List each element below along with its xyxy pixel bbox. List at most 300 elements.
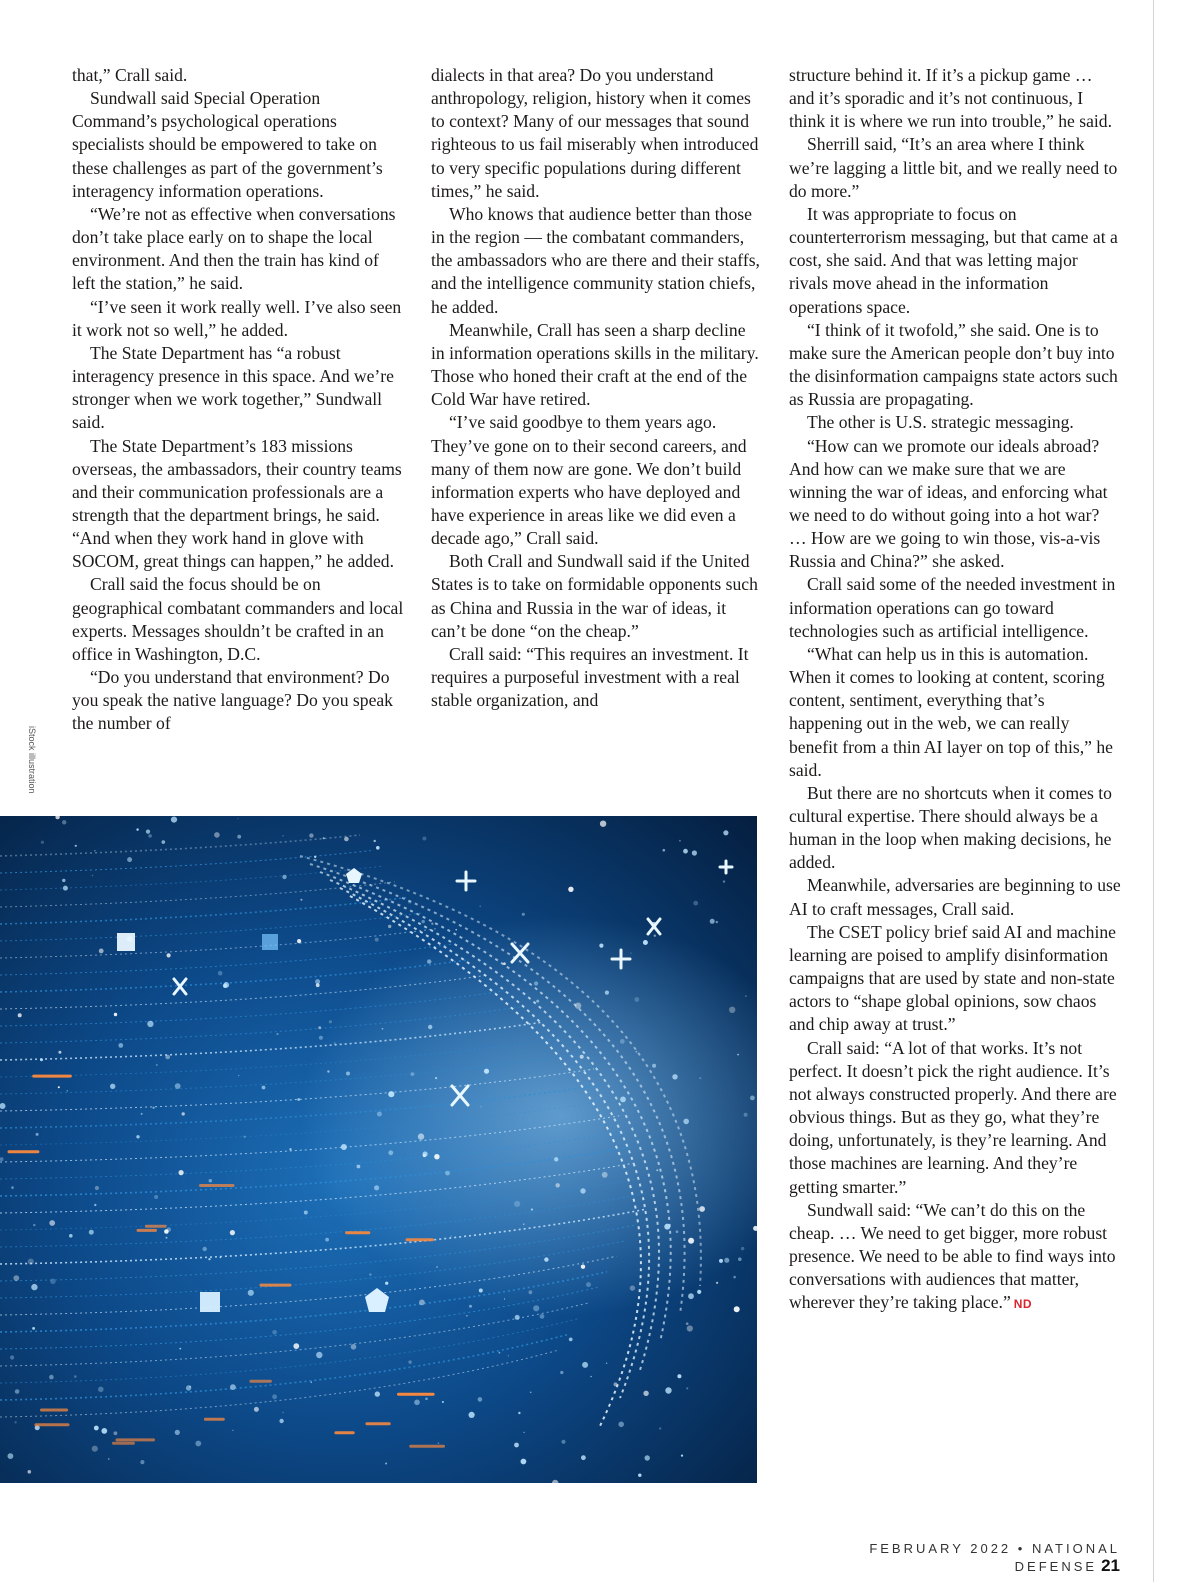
paragraph: “I’ve seen it work really well. I’ve also seen it work not so well,” he added. [72,296,402,340]
paragraph: Crall said: “This requires an investment. It requires a purposeful investment with a real stable organization, and [431,643,749,711]
light-dot [374,1185,379,1190]
light-dot [422,837,426,841]
light-dot [75,845,77,847]
light-dot [230,1230,235,1235]
light-dot [74,1375,77,1378]
light-dot [620,1039,625,1044]
light-dot [15,1389,20,1394]
light-dot [341,1144,347,1150]
light-dot [423,1151,428,1156]
light-dot [99,949,104,954]
light-dot [515,1315,520,1320]
light-dot [248,1290,254,1296]
light-dot [238,1075,239,1076]
light-dot [49,1220,55,1226]
light-dot [518,1412,520,1414]
light-dot [436,1266,438,1268]
light-dot [745,995,746,996]
light-dot [67,1090,69,1092]
light-dot [634,997,639,1002]
paragraph-final-text: Sundwall said: “We can’t do this on the cheap. … We need to get bigger, more robust presence. We need to be able to find ways into conversations with audiences that matter, wherever they’re taking place.” [789,1199,1116,1313]
light-dot [388,925,391,928]
light-dot [230,1384,236,1390]
light-dot [683,849,688,854]
light-dot [737,1054,739,1056]
light-dot [599,944,603,948]
paragraph: Crall said some of the needed investment in information operations can go toward technologies such as artificial intelligence. [789,574,1116,641]
light-dot [89,1230,94,1235]
light-dot [175,1083,181,1089]
light-dot [569,1338,573,1342]
light-dot [428,1025,432,1029]
light-dot [165,1055,170,1060]
light-dot [431,923,433,925]
light-dot [679,840,681,842]
light-dot [716,1282,718,1284]
light-dot [344,837,349,842]
orange-dash [334,1431,354,1434]
light-dot [300,899,302,901]
paragraph: Crall said the focus should be on geographical combatant commanders and local experts. Messages shouldn’t be crafted in an office in Washington, D.C. [72,574,404,664]
light-dot [297,939,301,943]
light-dot [351,1344,357,1350]
paragraph: Sundwall said Special Operation Command’s psychological operations specialists should be empowered to take on these challenges as part of the government’s interagency information operations. [72,88,383,201]
orange-dash [365,1422,390,1425]
light-dot [686,1322,689,1325]
light-dot [58,1086,60,1088]
paragraph: Sherrill said, “It’s an area where I think we’re lagging a little bit, and we really need to do more.” [789,134,1118,201]
light-dot [369,1273,371,1275]
light-dot [323,837,325,839]
light-dot [167,953,171,957]
orange-dash [145,1225,167,1228]
light-dot [716,921,718,923]
paragraph: Both Crall and Sundwall said if the United States is to take on formidable opponents such as China and Russia in the war of ideas, it can’t be done “on the cheap.” [431,551,758,641]
issue-label: FEBRUARY 2022 • NATIONAL DEFENSE [869,1541,1120,1574]
paragraph: “What can help us in this is automation. When it comes to looking at content, scoring content, sentiment, everything that’s happening out in the web, we can really benefit from a thin AI layer on top of this,” he said. [789,643,1113,780]
light-dot [41,841,44,844]
light-dot [62,879,65,882]
light-dot [724,1258,729,1263]
light-dot [618,1422,624,1428]
photo-credit: iStock illustration [27,726,37,794]
light-dot [531,1208,533,1210]
light-dot [189,1386,191,1388]
light-dot [63,886,68,891]
light-dot [110,1084,115,1089]
end-mark-logo: ND [1013,1297,1033,1312]
light-dot [376,846,380,850]
light-dot [688,1293,694,1299]
light-dot [699,1206,705,1212]
light-dot [638,1474,641,1477]
light-dot [182,1112,185,1115]
orange-dash [260,1284,292,1287]
light-dot [141,1113,143,1115]
light-dot [28,1259,34,1265]
orange-dash [32,1075,72,1078]
light-dot [663,849,666,852]
paragraph: that,” Crall said. [72,65,188,85]
light-dot [744,1113,748,1117]
light-dot [297,1098,300,1101]
light-dot [346,1072,350,1076]
light-dot [293,1343,299,1349]
page-edge-line [1153,0,1154,1582]
light-dot [385,1282,388,1285]
light-dot [279,1419,283,1423]
light-dot [411,1072,415,1076]
paragraph: Crall said: “A lot of that works. It’s not perfect. It doesn’t pick the right audience. It’s not always constructed properly. And there are obvious things. But as they go, what they’re doing, unfortunately, is they’re learning. And those machines are learning. And they’re getting smarter.” [789,1037,1117,1197]
light-dot [329,1020,332,1023]
light-dot [140,1460,144,1464]
light-dot [750,1096,755,1101]
light-dot [521,1459,527,1465]
light-dot [195,1441,201,1447]
paragraph: “Do you understand that environment? Do you speak the native language? Do you speak the number of [72,667,393,734]
light-dot [94,850,95,851]
light-dot [276,1033,278,1035]
light-dot [581,1265,585,1269]
light-dot [314,856,316,858]
digital-globe-illustration [0,816,757,1483]
light-dot [656,1169,658,1171]
light-dot [414,1400,420,1406]
light-dot [582,1362,588,1368]
light-dot [514,1443,519,1448]
light-dot [434,1154,439,1159]
light-dot [237,835,241,839]
light-dot [435,1077,437,1079]
orange-dash [116,1438,156,1441]
light-dot [484,1069,489,1074]
light-dot [31,1284,37,1290]
light-dot [729,1007,735,1013]
light-dot [450,1236,451,1237]
light-dot [114,1431,118,1435]
light-dot [114,1013,117,1016]
light-dot [282,1412,284,1414]
light-dot [534,981,538,985]
orange-dash [204,1418,225,1421]
light-dot [681,1455,683,1457]
orange-dash [397,1393,435,1396]
orange-dash [34,1423,69,1426]
light-dot [602,1172,608,1178]
light-dot [262,1086,266,1090]
light-dot [687,1325,693,1331]
light-dot [147,1021,153,1027]
light-dot [214,832,220,838]
light-dot [630,1285,635,1290]
light-dot [455,929,457,931]
light-dot [556,1183,560,1187]
light-dot [272,1394,277,1399]
light-dot [58,1051,61,1054]
light-dot [568,887,573,892]
light-dot [357,1165,361,1169]
light-dot [688,1238,694,1244]
orange-dash [249,1380,272,1383]
light-dot [469,1412,475,1418]
light-dot [408,900,412,904]
page-number: 21 [1101,1556,1120,1575]
light-dot [533,1305,539,1311]
light-dot [209,1179,212,1182]
light-dot [156,1064,158,1066]
paragraph: “We’re not as effective when conversations don’t take place early on to shape the local environment. And then the train has kind of left the station,” he said. [72,203,396,294]
orange-dash [409,1445,445,1448]
light-dot [575,1003,581,1009]
light-dot [375,1391,380,1396]
light-dot [466,1315,468,1317]
light-dot [385,1463,387,1465]
light-dot [677,1374,681,1378]
light-dot [374,840,376,842]
light-dot [733,1276,736,1279]
light-dot [327,1070,329,1072]
paragraph: dialects in that area? Do you understand anthropology, religion, history when it comes to context? Many of our messages that sound righteous to us fail miserably when introduced to very specific populations during different times,” he said. [431,65,759,201]
light-dot [504,1298,505,1299]
light-dot [586,1282,591,1287]
light-dot [108,1458,110,1460]
paragraph: “I think of it twofold,” she said. One is to make sure the American people don’t buy into the disinformation campaigns state actors such as Russia are propagating. [789,319,1118,410]
light-dot [480,1106,482,1108]
light-dot [316,983,320,987]
light-dot [175,1430,180,1435]
light-dot [643,940,648,945]
light-dot [32,1327,35,1330]
light-dot [659,1427,661,1429]
light-dot [232,1430,233,1431]
light-dot [418,1133,424,1139]
light-dot [164,1229,169,1234]
light-dot [614,1382,618,1386]
paragraph: Meanwhile, Crall has seen a sharp decline in information operations skills in the military. Those who honed their craft at the end of the Cold War have retired. [431,319,759,410]
light-dot [69,1234,73,1238]
light-dot [10,1355,14,1359]
light-dot [536,1000,539,1003]
light-dot [171,817,177,823]
light-dot [692,850,697,855]
light-dot [377,1112,382,1117]
light-dot [514,1201,520,1207]
article-column-3 [789,64,1121,1316]
light-dot [427,959,431,963]
orange-dash [406,1238,435,1241]
light-dot [719,1259,723,1263]
light-dot [95,1186,99,1190]
light-dot [643,1391,648,1396]
light-dot [98,1387,104,1393]
light-dot [445,1171,450,1176]
article-column-1 [72,64,404,736]
light-dot [635,1051,637,1053]
paragraph: It was appropriate to focus on counterterrorism messaging, but that came at a cost, she said. And that was letting major rivals move ahead in the information operations space. [789,203,1118,317]
light-dot [523,1432,524,1433]
light-dot [388,1150,393,1155]
light-dot [580,1188,585,1193]
light-dot [148,834,152,838]
paragraph: Who knows that audience better than those in the region — the combatant commanders, the ambassadors who are there and their staffs, and the intelligence community station chiefs, he added. [431,203,760,317]
paragraph: “I’ve said goodbye to them years ago. They’ve gone on to their second careers, and many of them now are gone. We don’t build information experts who have deployed and have experience in areas like we did even a decade ago,” Crall said. [431,412,747,549]
light-dot [179,1348,181,1350]
light-dot [723,880,725,882]
light-dot [92,1446,98,1452]
light-dot [118,1043,123,1048]
paragraph: The State Department has “a robust interagency presence in this space. And we’re stronger when we work together,” Sundwall said. [72,342,394,433]
light-dot [208,1258,210,1260]
light-dot [325,1238,329,1242]
light-dot [442,1401,444,1403]
light-dot [600,821,606,827]
light-dot [710,919,715,924]
paragraph: Meanwhile, adversaries are beginning to use AI to craft messages, Crall said. [789,875,1121,919]
light-dot [672,1074,677,1079]
light-dot [36,1133,39,1136]
light-dot [28,1470,32,1474]
light-dot [522,913,525,916]
light-dot [154,1195,158,1199]
light-dot [50,1279,56,1285]
orange-dash [345,1231,370,1234]
light-dot [33,1224,35,1226]
light-dot [561,1440,565,1444]
light-dot [605,991,609,995]
light-dot [319,1036,323,1040]
light-dot [382,1028,384,1030]
light-dot [166,1237,168,1239]
light-dot [620,1097,626,1103]
paragraph-final [789,1199,1121,1317]
page-footer [790,1541,1120,1576]
light-dot [676,1230,679,1233]
light-dot [544,1257,548,1261]
light-dot [630,952,631,953]
light-dot [683,1119,689,1125]
light-dot [654,935,656,937]
orange-dash [40,1409,68,1412]
light-dot [388,1091,394,1097]
light-dot [218,971,223,976]
paragraph: “How can we promote our ideals abroad? And how can we make sure that we are winning the war of ideas, and enforcing what we need to do without going into a hot war? … How are we going to win those, vis-a-vis Russia and China?” she asked. [789,435,1108,572]
orange-dash [199,1184,235,1187]
light-dot [223,984,227,988]
light-dot [127,857,132,862]
light-dot [220,1257,222,1259]
paragraph: The CSET policy brief said AI and machine learning are poised to amplify disinformation campaigns that are used by state and non-state actors to “shape global opinions, sow chaos and chip away at trust.” [789,921,1116,1035]
light-dot [289,1148,291,1150]
light-dot [479,905,481,907]
light-dot [508,1355,509,1356]
light-dot [40,1058,43,1061]
light-dot [581,1455,586,1460]
light-dot [18,1013,22,1017]
light-dot [408,1360,411,1363]
light-dot [606,1363,607,1364]
light-dot [375,938,379,942]
light-dot [136,828,138,830]
light-dot [153,1107,155,1109]
light-dot [237,818,238,819]
light-dot [243,1136,245,1138]
orange-dash [8,1150,40,1153]
light-dot [316,1352,322,1358]
light-dot [590,1376,592,1378]
light-dot [738,1257,742,1261]
paragraph: structure behind it. If it’s a pickup game … and it’s sporadic and it’s not continuous, I think it is where we run into trouble,” he said. [789,65,1112,132]
light-dot [503,962,506,965]
orange-dash [137,1229,158,1232]
light-dot [652,1064,656,1068]
light-dot [499,1352,501,1354]
light-dot [419,1300,425,1306]
light-dot [422,920,425,923]
light-dot [162,840,166,844]
light-dot [101,1428,107,1434]
light-dot [478,1397,483,1402]
orange-dash [112,1442,135,1445]
light-dot [734,1306,740,1312]
light-dot [94,1426,99,1431]
light-dot [580,1055,584,1059]
light-dot [11,1186,14,1189]
light-dot [13,1275,19,1281]
light-dot [665,1387,671,1393]
light-dot [540,1314,545,1319]
light-dot [179,1170,184,1175]
light-dot [699,1077,701,1079]
light-dot [311,1382,312,1383]
light-dot [309,833,313,837]
light-dot [530,1392,532,1394]
light-dot [282,875,286,879]
light-dot [92,875,94,877]
light-dot [136,1135,139,1138]
light-dot [146,830,150,834]
light-dot [438,1442,440,1444]
light-dot [14,1421,16,1423]
light-dot [554,1157,558,1161]
light-dot [645,1455,650,1460]
light-dot [686,1387,688,1389]
light-dot [560,1371,563,1374]
light-dot [318,1026,321,1029]
paragraph: The State Department’s 183 missions overseas, the ambassadors, their country teams and their communication professionals are a strength that the department brings, he said. “And when they work hand in glove with SOCOM, great things can happen,” he added. [72,435,402,572]
light-dot [62,820,66,824]
light-dot [479,1289,483,1293]
light-dot [523,1224,524,1225]
light-dot [94,1204,96,1206]
light-dot [7,1453,13,1459]
light-dot [741,1247,744,1250]
paragraph: The other is U.S. strategic messaging. [807,412,1074,433]
light-dot [203,1247,207,1251]
light-dot [664,1224,670,1230]
article-column-2 [431,64,763,712]
light-dot [272,1330,277,1335]
light-dot [334,1042,336,1044]
light-dot [469,1305,472,1308]
light-dot [304,1211,308,1215]
light-dot [282,835,284,837]
light-dot [425,1398,428,1401]
paragraph: But there are no shortcuts when it comes to cultural expertise. There should always be a human in the loop when making decisions, he added. [789,782,1112,873]
light-dot [723,830,728,835]
light-dot [529,1290,533,1294]
light-dot [697,1290,701,1294]
light-dot [49,1375,54,1380]
